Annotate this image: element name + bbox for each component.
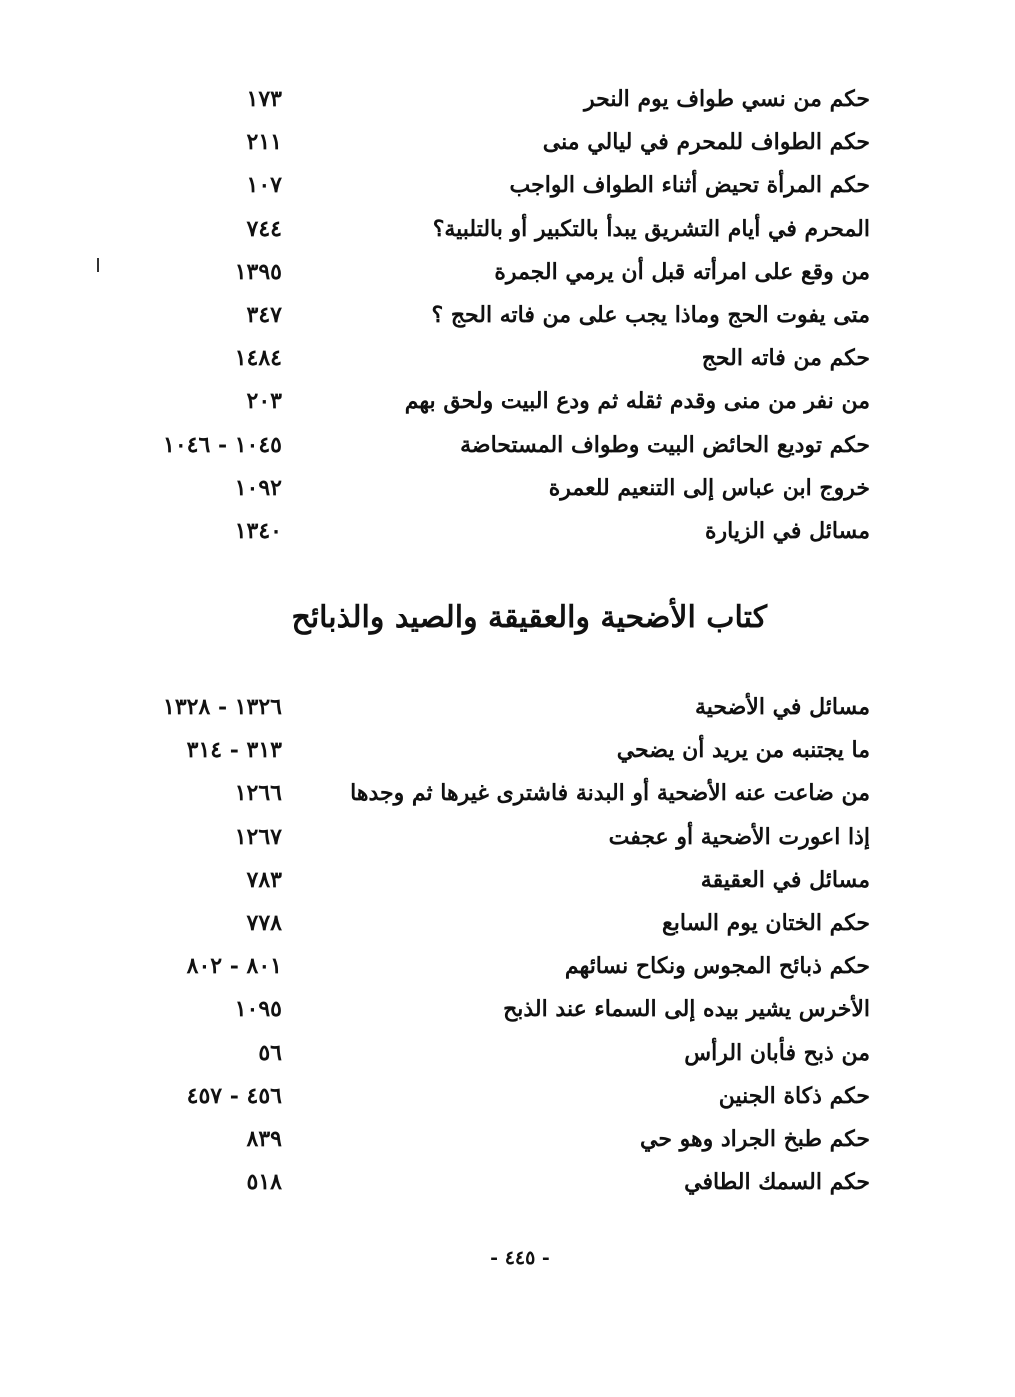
index-row [160,253,870,296]
index-row [160,210,870,253]
entry-pages: ١٣٩٥ [234,258,282,285]
index-row [160,80,870,123]
page-number: - ٤٤٥ - [490,1247,550,1269]
entry-title: حكم من فاته الحج [701,345,870,372]
index-row [160,166,870,209]
entry-title: حكم ذكاة الجنين [718,1082,870,1109]
index-row [160,339,870,382]
entry-pages: ١٤٨٤ [234,345,282,372]
entry-pages: ٤٥٦ - ٤٥٧ [186,1082,282,1109]
entry-pages: ٢٠٣ [246,388,282,415]
entry-title: حكم الختان يوم السابع [662,909,870,936]
index-row [160,1163,870,1206]
index-row [160,469,870,512]
index-row [160,1077,870,1120]
entry-title: إذا اعورت الأضحية أو عجفت [608,823,870,850]
entry-title: حكم ذبائح المجوس ونكاح نسائهم [564,953,870,980]
index-row [160,296,870,339]
entry-title: حكم السمك الطافي [684,1169,870,1196]
index-row [160,426,870,469]
entry-pages: ١٢٦٧ [234,823,282,850]
index-row [160,861,870,904]
index-row [160,818,870,861]
index-row [160,1120,870,1163]
entry-pages: ٨٣٩ [246,1125,282,1152]
entry-pages: ١٣٤٠ [234,517,282,544]
index-row [160,947,870,990]
entry-title: خروج ابن عباس إلى التنعيم للعمرة [548,474,870,501]
index-list-bottom [160,688,870,1206]
index-row [160,904,870,947]
entry-pages: ٧٨٣ [246,866,282,893]
entry-pages: ٥١٨ [246,1169,282,1196]
index-row [160,123,870,166]
entry-title: حكم المرأة تحيض أثناء الطواف الواجب [509,172,870,199]
entry-pages: ١٠٩٥ [234,996,282,1023]
entry-title: متى يفوت الحج وماذا يجب على من فاته الحج ؟ [431,301,870,328]
entry-title: مسائل في العقيقة [700,866,870,893]
index-row [160,382,870,425]
entry-title: المحرم في أيام التشريق يبدأ بالتكبير أو بالتلبية؟ [432,215,870,242]
entry-title: حكم طبخ الجراد وهو حي [640,1125,870,1152]
entry-title: مسائل في الأضحية [694,694,870,720]
entry-pages: ١٢٦٦ [234,780,282,807]
entry-pages: ٧٤٤ [246,215,282,242]
entry-title: مسائل في الزيارة [705,517,870,544]
index-row [160,774,870,817]
entry-title: من وقع على امرأته قبل أن يرمي الجمرة [494,258,870,285]
scan-speck [97,258,99,272]
index-row [160,731,870,774]
index-row [160,688,870,731]
entry-title: من ذبح فأبان الرأس [684,1039,870,1066]
entry-title: حكم توديع الحائض البيت وطواف المستحاضة [460,431,870,458]
entry-pages: ١٣٢٦ - ١٣٢٨ [163,694,282,720]
entry-pages: ٥٦ [258,1039,282,1066]
index-row [160,1034,870,1077]
index-list-top [160,80,870,555]
section-heading: كتاب الأضحية والعقيقة والصيد والذبائح [291,600,767,635]
entry-title: ما يجتنبه من يريد أن يضحي [616,737,870,764]
entry-pages: ٣٤٧ [246,301,282,328]
index-row [160,990,870,1033]
entry-title: من نفر من منى وقدم ثقله ثم ودع البيت ولحق بهم [404,388,870,415]
entry-pages: ١٠٧ [246,172,282,199]
entry-title: حكم الطواف للمحرم في ليالي منى [542,129,870,156]
index-row [160,512,870,555]
entry-pages: ١٧٣ [246,86,282,112]
entry-pages: ٣١٣ - ٣١٤ [186,737,282,764]
entry-title: حكم من نسي طواف يوم النحر [584,86,870,112]
entry-title: الأخرس يشير بيده إلى السماء عند الذبح [503,996,870,1023]
entry-title: من ضاعت عنه الأضحية أو البدنة فاشترى غيرها ثم وجدها [350,780,870,807]
entry-pages: ١٠٤٥ - ١٠٤٦ [163,431,282,458]
entry-pages: ٢١١ [246,129,282,156]
entry-pages: ٨٠١ - ٨٠٢ [186,953,282,980]
entry-pages: ٧٧٨ [246,909,282,936]
entry-pages: ١٠٩٢ [234,474,282,501]
